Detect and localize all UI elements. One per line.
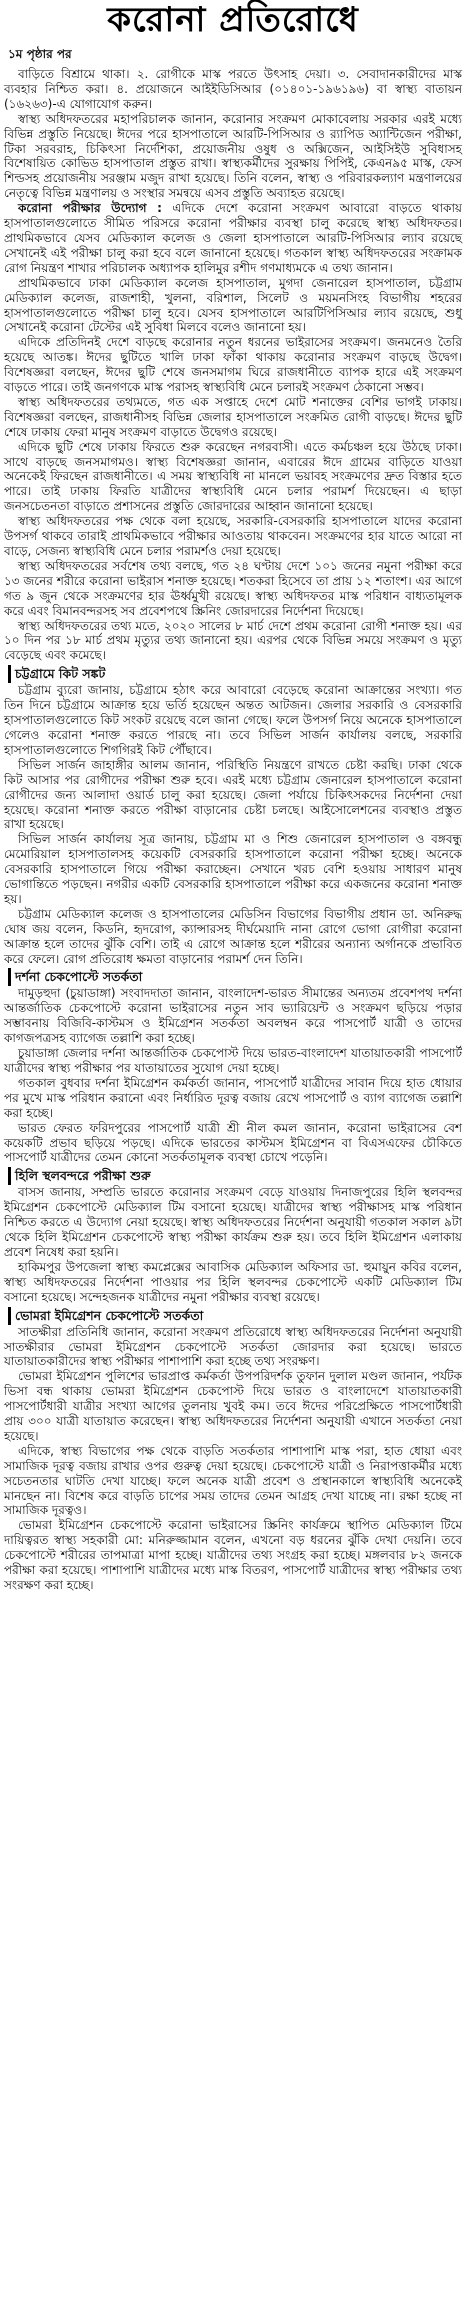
article-body: [4, 46, 462, 1593]
section-heading: [8, 665, 462, 683]
paragraph: এদিকে ছুটি শেষে ঢাকায় ফিরতে শুরু করেছেন নগরবাসী। এতে কর্মচঞ্চল হয়ে উঠছে ঢাকা। সাথে বাড়ছে জনসমাগমও। স্বাস্থ্য বিশেষজ্ঞরা জানান, এবারের ঈদে গ্রামের বাড়িতে যাওয়া অনেকেই ফিরছেন রাজধানীতে। এ সময় স্বাস্থ্যবিধি না মানলে ভয়াবহ সংক্রমণের দ্রুত বিস্তার হতে পারে। তাই ঢাকায় ফিরতি যাত্রীদের স্বাস্থ্যবিধি মেনে চলার পরামর্শ দিয়েছেন। এ ছাড়া জনসচেতনতা বাড়াতে প্রশাসনের প্রস্তুতি জোরদারের আহ্বান জানানো হয়েছে।: [4, 439, 462, 514]
paragraph: [4, 201, 462, 276]
paragraph: চুয়াডাঙ্গা জেলার দর্শনা আন্তর্জাতিক চেকপোস্ট দিয়ে ভারত-বাংলাদেশ যাতায়াতকারী পাসপোর্ট যাত্রীদের স্বাস্থ্য পরীক্ষার পর যাতায়াতের সুযোগ দেয়া হচ্ছে।: [4, 1046, 462, 1075]
paragraph: সিভিল সার্জন জাহাঙ্গীর আলম জানান, পরিস্থিতি নিয়ন্ত্রণে রাখতে চেষ্টা করছি। ঢাকা থেকে কিট আসার পর রোগীদের পরীক্ষা শুরু হবে। এরই মধ্যে চট্টগ্রাম জেনারেল হাসপাতালে করোনা রোগীদের জন্য আলাদা ওয়ার্ড চালু করা হয়েছে। জেলা পর্যায়ে চিকিৎসকদের নির্দেশনা দেয়া হয়েছে। করোনা শনাক্ত করতে পরীক্ষা বাড়ানোর চেষ্টা চলছে। আইসোলেশনের ব্যবস্থাও প্রস্তুত রাখা হয়েছে।: [4, 757, 462, 832]
paragraph: এদিকে প্রতিদিনই দেশে বাড়ছে করোনার নতুন ধরনের ভাইরাসের সংক্রমণ। জনমনেও তৈরি হয়েছে আতঙ্ক। ঈদের ছুটিতে খালি ঢাকা ফাঁকা থাকায় করোনার সংক্রমণ বাড়ছে উদ্বেগ। বিশেষজ্ঞরা বলছেন, ঈদের ছুটি শেষে জনসমাগম ঘিরে রাজধানীতে ব্যাপক হারে এই সংক্রমণ বাড়তে পারে। তাই জনগণকে মাস্ক পরাসহ স্বাস্থ্যবিধি মেনে চলারই সংক্রমণ ঠেকানো সম্ভব।: [4, 335, 462, 395]
headline: করোনা প্রতিরোধে: [107, 0, 359, 40]
paragraph: বাসস জানায়, সম্প্রতি ভারতে করোনার সংক্রমণ বেড়ে যাওয়ায় দিনাজপুরের হিলি স্থলবন্দর ইমিগ্রেশন চেকপোস্টে মেডিক্যাল টিম বসানো হয়েছে। যাত্রীদের স্বাস্থ্য পরীক্ষাসহ মাস্ক পরিধান নিশ্চিত করতে এ উদ্যোগ নেয়া হয়েছে। স্বাস্থ্য অধিদফতরের নির্দেশনা অনুযায়ী গতকাল সকাল ৯টা থেকে হিলি ইমিগ্রেশন চেকপোস্টে স্বাস্থ্য পরীক্ষা কার্যক্রম শুরু হয়। তবে হিলি ইমিগ্রেশন এলাকায় প্রবেশ নিষেধ করা হয়নি।: [4, 1185, 462, 1259]
section-heading: [8, 1307, 462, 1325]
section-heading: [8, 968, 462, 986]
paragraph: চট্টগ্রাম মেডিক্যাল কলেজ ও হাসপাতালের মেডিসিন বিভাগের বিভাগীয় প্রধান ডা. অনিরুদ্ধ ঘোষ জয় বলেন, কিডনি, হৃদরোগ, ক্যান্সারসহ দীর্ঘমেয়াদি নানা রোগে ভোগা রোগীরা করোনা আক্রান্ত হলে তাদের ঝুঁকি বেশি। তাই এ রোগে আক্রান্ত হলে শরীরের অন্যান্য অর্গানকে প্রভাবিত করে ফেলে। রোগ প্রতিরোধ ক্ষমতা বাড়ানোর পরামর্শ দেন তিনি।: [4, 906, 462, 966]
paragraph-lead: করোনা পরীক্ষার উদ্যোগ :: [18, 201, 162, 216]
paragraph: স্বাস্থ্য অধিদফতরের মহাপরিচালক জানান, করোনার সংক্রমণ মোকাবেলায় সরকার এরই মধ্যে বিভিন্ন প্রস্তুতি নিয়েছে। ঈদের পরে হাসপাতালে আরটি-পিসিআর ও র‌্যাপিড অ্যান্টিজেন পরীক্ষা, টিকা সরবরাহ, চিকিৎসা নির্দেশিকা, প্রয়োজনীয় ওষুধ ও অক্সিজেন, আইসিইউ সুবিধাসহ বিশেষায়িত কোভিড হাসপাতাল প্রস্তুত রাখা। স্বাস্থ্যকর্মীদের সুরক্ষায় পিপিই, কেএন৯৫ মাস্ক, ফেস শিল্ডসহ প্রয়োজনীয় সরঞ্জাম মজুদ রাখা হয়েছে। তিনি বলেন, স্বাস্থ্য ও পরিবারকল্যাণ মন্ত্রণালয়ের নেতৃত্বে বিভিন্ন মন্ত্রণালয় ও সংস্থার সমন্বয়ে এসব প্রস্তুতি অব্যাহত রয়েছে।: [4, 111, 462, 201]
paragraph: প্রাথমিকভাবে ঢাকা মেডিক্যাল কলেজ হাসপাতাল, মুগদা জেনারেল হাসপাতাল, চট্টগ্রাম মেডিক্যাল কলেজ, রাজশাহী, খুলনা, বরিশাল, সিলেট ও ময়মনসিংহ বিভাগীয় শহরের হাসপাতালগুলোতে পরীক্ষা চালু হবে। যেসব হাসপাতালে আরটিপিসিআর ল্যাব রয়েছে, শুধু সেখানেই করোনা টেস্টের এই সুবিধা মিলবে বলেও জানানো হয়।: [4, 275, 462, 335]
section-heading-text: হিলি স্থলবন্দরে পরীক্ষা শুরু: [8, 1167, 151, 1185]
paragraph: সিভিল সার্জন কার্যালয় সূত্র জানায়, চট্টগ্রাম মা ও শিশু জেনারেল হাসপাতাল ও বঙ্গবন্ধু মেমোরিয়াল হাসপাতালসহ কয়েকটি বেসরকারি হাসপাতালে করোনা পরীক্ষা হচ্ছে। অনেকে বেসরকারি হাসপাতালে গিয়ে পরীক্ষা করাচ্ছেন। সেখানে খরচ বেশি হওয়ায় সাধারণ মানুষ ভোগান্তিতে পড়ছেন। নগরীর একটি বেসরকারি হাসপাতালে পরীক্ষা করে একজনের করোনা শনাক্ত হয়।: [4, 832, 462, 906]
paragraph-text: এদিকে দেশে করোনা সংক্রমণ আবারো বাড়তে থাকায় হাসপাতালগুলোতে সীমিত পরিসরে করোনা পরীক্ষার ব্যবস্থা চালু করেছে স্বাস্থ্য অধিদফতর। প্রাথমিকভাবে যেসব মেডিক্যাল কলেজ ও জেলা হাসপাতালে আরটি-পিসিআর ল্যাব রয়েছে সেখানেই এই পরীক্ষা চালু করা হবে বলে জানানো হয়েছে। গতকাল স্বাস্থ্য অধিদফতরের সংক্রামক রোগ নিয়ন্ত্রণ শাখার পরিচালক অধ্যাপক হালিমুর রশীদ গণমাধ্যমকে এ তথ্য জানান।: [4, 201, 462, 275]
section-heading: [8, 1167, 462, 1185]
paragraph: গতকাল বুধবার দর্শনা ইমিগ্রেশন কর্মকর্তা জানান, পাসপোর্ট যাত্রীদের সাবান দিয়ে হাত ধোয়ার পর মুখে মাস্ক পরিধান করানো এবং নির্ধারিত দূরত্ব বজায় রেখে পাসপোর্ট ও ব্যাগ ব্যাগেজ তল্লাশি করা হচ্ছে।: [4, 1075, 462, 1120]
continued-from-label: ১ম পৃষ্ঠার পর: [8, 47, 72, 61]
paragraph: স্বাস্থ্য অধিদফতরের তথ্য মতে, ২০২০ সালের ৮ মার্চ দেশে প্রথম করোনা রোগী শনাক্ত হয়। এর ১০ দিন পর ১৮ মার্চ প্রথম মৃত্যুর তথ্য জানানো হয়। এরপর থেকে বিভিন্ন সময়ে সংক্রমণ ও মৃত্যু বেড়েছে এবং কমেছে।: [4, 618, 462, 663]
paragraph: স্বাস্থ্য অধিদফতরের তথ্যমতে, গত এক সপ্তাহে দেশে মোট শনাক্তের বেশির ভাগই ঢাকায়। বিশেষজ্ঞরা বলছেন, রাজধানীসহ বিভিন্ন জেলার হাসপাতালে সংক্রমিত রোগী বাড়ছে। ঈদের ছুটি শেষে ঢাকায় ফেরা মানুষ সংক্রমণ বাড়াতে উদ্বেগও রয়েছে।: [4, 394, 462, 439]
section-heading-text: দর্শনা চেকপোস্টে সতর্কতা: [8, 968, 142, 986]
paragraph: হাকিমপুর উপজেলা স্বাস্থ্য কমপ্লেক্সের আবাসিক মেডিক্যাল অফিসার ডা. হুমায়ুন কবির বলেন, স্বাস্থ্য অধিদফতরের নির্দেশনা পাওয়ার পর হিলি স্থলবন্দর চেকপোস্টে একটি মেডিক্যাল টিম বসানো হয়েছে। সন্দেহজনক যাত্রীদের নমুনা পরীক্ষার ব্যবস্থা রয়েছে।: [4, 1259, 462, 1304]
paragraph: ভারত ফেরত ফরিদপুরের পাসপোর্ট যাত্রী শ্রী নীল কমল জানান, করোনা ভাইরাসের বেশ কয়েকটি প্রভাব ছড়িয়ে পড়ছে। এদিকে ভারতের কাস্টমস ইমিগ্রেশন বা বিএসএফের চৌকিতে পাসপোর্ট যাত্রীদের তেমন কোনো সতর্কতামূলক ব্যবস্থা চোখে পড়েনি।: [4, 1120, 462, 1165]
paragraph: দামুড়হুদা (চুয়াডাঙ্গা) সংবাদদাতা জানান, বাংলাদেশ-ভারত সীমান্তের অন্যতম প্রবেশপথ দর্শনা আন্তর্জাতিক চেকপোস্টে করোনা ভাইরাসের নতুন সাব ভ্যারিয়েন্ট ও সংক্রমণ ছড়িয়ে পড়ার সম্ভাবনায় বিজিবি-কাস্টমস ও ইমিগ্রেশন সতর্কতা অবলম্বন করে পাসপোর্ট যাত্রী ও তাদের কাগজপত্রসহ ব্যাগেজ তল্লাশি করা হচ্ছে।: [4, 986, 462, 1046]
section-heading-text: ভোমরা ইমিগ্রেশন চেকপোস্টে সতর্কতা: [8, 1307, 203, 1325]
paragraph: বাড়িতে বিশ্রামে থাকা। ২. রোগীকে মাস্ক পরতে উৎসাহ দেয়া। ৩. সেবাদানকারীদের মাস্ক ব্যবহার নিশ্চিত করা। ৪. প্রয়োজনে আইইডিসিআর (০১৪০১-১৯৬১৯৬) বা স্বাস্থ্য বাতায়ন (১৬২৬৩)-এ যোগাযোগ করুন।: [4, 67, 462, 111]
paragraph: ভোমরা ইমিগ্রেশন চেকপোস্টে করোনা ভাইরাসের স্ক্রিনিং কার্যক্রমে স্থাপিত মেডিক্যাল টিমে দায়িত্বরত স্বাস্থ্য সহকারী মো: মনিরুজ্জামান বলেন, এখনো বড় ধরনের ঝুঁকি দেখা দেয়নি। তবে চেকপোস্টে শরীরের তাপমাত্রা মাপা হচ্ছে। যাত্রীদের তথ্য সংগ্রহ করা হচ্ছে। মঙ্গলবার ৮২ জনকে পরীক্ষা করা হয়েছে। পাশাপাশি যাত্রীদের মধ্যে মাস্ক বিতরণ, পাসপোর্ট যাত্রীদের স্বাস্থ্য পরীক্ষার তথ্য সংরক্ষণ করা হচ্ছে।: [4, 1518, 462, 1592]
paragraph: সাতক্ষীরা প্রতিনিধি জানান, করোনা সংক্রমণ প্রতিরোধে স্বাস্থ্য অধিদফতরের নির্দেশনা অনুযায়ী সাতক্ষীরার ভোমরা ইমিগ্রেশন চেকপোস্টে সতর্কতা জোরদার করা হয়েছে। ভারতে যাতায়াতকারীদের স্বাস্থ্য পরীক্ষার পাশাপাশি করা হচ্ছে তথ্য সংরক্ষণ।: [4, 1324, 462, 1369]
paragraph: এদিকে, স্বাস্থ্য বিভাগের পক্ষ থেকে বাড়তি সতর্কতার পাশাপাশি মাস্ক পরা, হাত ধোয়া এবং সামাজিক দূরত্ব বজায় রাখার ওপর গুরুত্ব দেয়া হয়েছে। চেকপোস্টে যাত্রী ও নিরাপত্তাকর্মীর মধ্যে সচেতনতার ঘাটতি দেখা যাচ্ছে। ফলে অনেক যাত্রী প্রবেশ ও প্রস্থানকালে স্বাস্থ্যবিধি অনেকেই মানছেন না। বিশেষ করে বাড়তি চাপের সময় তাদের তেমন আগ্রহ দেখা যাচ্ছে না। রক্ষা হচ্ছে না সামাজিক দূরত্বও।: [4, 1443, 462, 1518]
section-heading-text: চট্টগ্রামে কিট সঙ্কট: [8, 665, 105, 683]
paragraph: চট্টগ্রাম ব্যুরো জানায়, চট্টগ্রামে হঠাৎ করে আবারো বেড়েছে করোনা আক্রান্তের সংখ্যা। গত তিন দিনে চট্টগ্রামে আক্রান্ত হয়ে ভর্তি হয়েছেন অন্তত আটজন। জেলার সরকারি ও বেসরকারি হাসপাতালগুলোতে কিট সংকট রয়েছে বলে জানা গেছে। ফলে উপসর্গ নিয়ে অনেকে হাসপাতালে গেলেও করোনা শনাক্ত করতে পারছে না। তবে সিভিল সার্জন কার্যালয় বলছে, সরকারি হাসপাতালগুলোতে শিগগিরই কিট পৌঁছাবে।: [4, 683, 462, 757]
paragraph: স্বাস্থ্য অধিদফতরের সর্বশেষ তথ্য বলছে, গত ২৪ ঘণ্টায় দেশে ১০১ জনের নমুনা পরীক্ষা করে ১৩ জনের শরীরে করোনা ভাইরাস শনাক্ত হয়েছে। শতকরা হিসেবে তা প্রায় ১২ শতাংশ। এর আগে গত ৯ জুন থেকে সংক্রমণের হার ঊর্ধ্বমুখী রয়েছে। স্বাস্থ্য অধিদফতর মাস্ক পরিধান বাধ্যতামূলক করে এবং বিমানবন্দরসহ সব প্রবেশপথে স্ক্রিনিং জোরদারের নির্দেশনা দিয়েছে।: [4, 558, 462, 618]
paragraph: স্বাস্থ্য অধিদফতরের পক্ষ থেকে বলা হয়েছে, সরকারি-বেসরকারি হাসপাতালে যাদের করোনা উপসর্গ থাকবে তারাই প্রাথমিকভাবে পরীক্ষার আওতায় থাকবেন। সংক্রমণের হার যাতে আরো না বাড়ে, সেজন্য স্বাস্থ্যবিধি মেনে চলার পরামর্শও দেয়া হয়েছে।: [4, 514, 462, 558]
paragraph: ভোমরা ইমিগ্রেশন পুলিশের ভারপ্রাপ্ত কর্মকর্তা উপপরিদর্শক তুফান দুলাল মণ্ডল জানান, পর্যটক ভিসা বন্ধ থাকায় ভোমরা ইমিগ্রেশন চেকপোস্ট দিয়ে ভারত ও বাংলাদেশে যাতায়াতকারী পাসপোর্টধারী যাত্রীর সংখ্যা আগের তুলনায় খুবই কম। তবে ঈদের পরিপ্রেক্ষিতে পাসপোর্টধারী প্রায় ৩০০ যাত্রী যাতায়াত করেছেন। স্বাস্থ্য অধিদফতরের নির্দেশনা অনুযায়ী এখানে সতর্কতা নেয়া হয়েছে।: [4, 1369, 462, 1443]
